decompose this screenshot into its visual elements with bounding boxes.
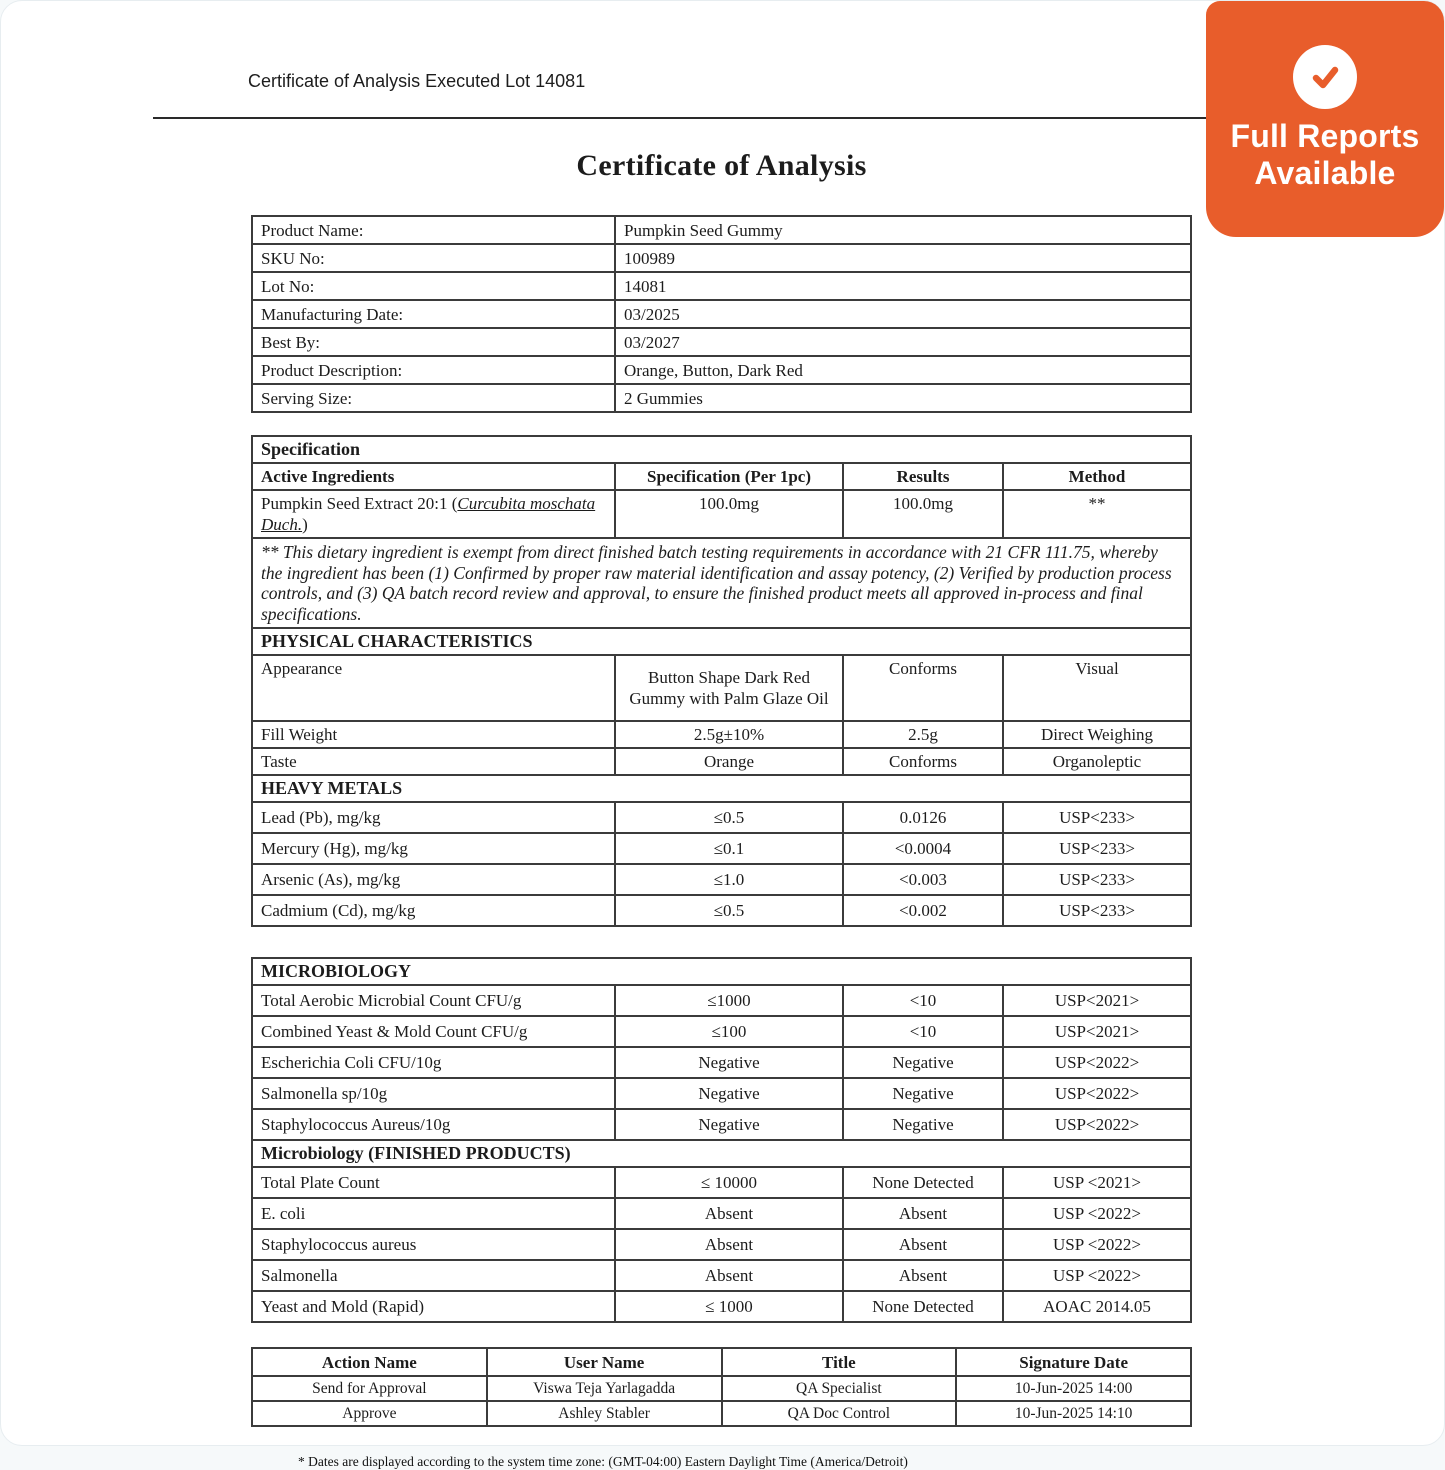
- test-spec: ≤0.5: [615, 895, 843, 926]
- column-header: Action Name: [252, 1348, 487, 1376]
- product-info-table: [251, 215, 1192, 413]
- test-spec: ≤ 1000: [615, 1291, 843, 1322]
- column-header: Method: [1003, 463, 1191, 490]
- section-header-row: [252, 436, 1191, 463]
- test-result: Negative: [843, 1078, 1003, 1109]
- test-spec: 2.5g±10%: [615, 721, 843, 748]
- table-row: [252, 895, 1191, 926]
- user-title: QA Specialist: [722, 1376, 957, 1401]
- test-name: Lead (Pb), mg/kg: [252, 802, 615, 833]
- test-name: Mercury (Hg), mg/kg: [252, 833, 615, 864]
- test-method: USP <2022>: [1003, 1229, 1191, 1260]
- footnote-row: [252, 538, 1191, 628]
- table-row: [252, 356, 1191, 384]
- test-result: 2.5g: [843, 721, 1003, 748]
- document-header-label: Certificate of Analysis Executed Lot 14081: [248, 71, 586, 91]
- field-value: Pumpkin Seed Gummy: [615, 216, 1191, 244]
- test-result: 0.0126: [843, 802, 1003, 833]
- test-method: Direct Weighing: [1003, 721, 1191, 748]
- test-spec: Negative: [615, 1047, 843, 1078]
- test-result: Negative: [843, 1047, 1003, 1078]
- table-row: [252, 1291, 1191, 1322]
- test-method: USP<2022>: [1003, 1047, 1191, 1078]
- test-name: Staphylococcus Aureus/10g: [252, 1109, 615, 1140]
- test-result: <10: [843, 985, 1003, 1016]
- signature-date: 10-Jun-2025 14:00: [956, 1376, 1191, 1401]
- table-row: [252, 1078, 1191, 1109]
- table-row: [252, 864, 1191, 895]
- table-row: [252, 1016, 1191, 1047]
- test-result: <0.003: [843, 864, 1003, 895]
- section-title: Microbiology (FINISHED PRODUCTS): [252, 1140, 1191, 1167]
- column-header: User Name: [487, 1348, 722, 1376]
- table-row: [252, 490, 1191, 538]
- approval-table: [251, 1347, 1192, 1427]
- table-row: [252, 1401, 1191, 1426]
- test-spec: ≤1.0: [615, 864, 843, 895]
- badge-label-line1: Full Reports: [1230, 118, 1420, 154]
- section-title: PHYSICAL CHARACTERISTICS: [252, 628, 1191, 655]
- test-method: USP<233>: [1003, 864, 1191, 895]
- test-result: Negative: [843, 1109, 1003, 1140]
- test-result: None Detected: [843, 1167, 1003, 1198]
- table-row: [252, 748, 1191, 775]
- test-method: Organoleptic: [1003, 748, 1191, 775]
- table-row: [252, 1167, 1191, 1198]
- test-spec: ≤0.5: [615, 802, 843, 833]
- test-result: <10: [843, 1016, 1003, 1047]
- column-header: Active Ingredients: [252, 463, 615, 490]
- test-name: Cadmium (Cd), mg/kg: [252, 895, 615, 926]
- test-method: Visual: [1003, 655, 1191, 721]
- test-method: USP<2022>: [1003, 1078, 1191, 1109]
- column-header: Title: [722, 1348, 957, 1376]
- page-title: Certificate of Analysis: [576, 149, 867, 182]
- test-method: USP<233>: [1003, 833, 1191, 864]
- test-method: USP<2022>: [1003, 1109, 1191, 1140]
- test-method: USP <2021>: [1003, 1167, 1191, 1198]
- test-method: USP <2022>: [1003, 1198, 1191, 1229]
- test-name: Total Aerobic Microbial Count CFU/g: [252, 985, 615, 1016]
- section-header-row: [252, 775, 1191, 802]
- field-value: 14081: [615, 272, 1191, 300]
- table-row: [252, 244, 1191, 272]
- test-spec: Negative: [615, 1109, 843, 1140]
- test-spec: ≤ 10000: [615, 1167, 843, 1198]
- badge-label: [1230, 118, 1419, 192]
- table-row: [252, 216, 1191, 244]
- test-result: Absent: [843, 1229, 1003, 1260]
- test-spec: ≤0.1: [615, 833, 843, 864]
- column-header-row: [252, 1348, 1191, 1376]
- section-title: MICROBIOLOGY: [252, 958, 1191, 985]
- table-row: [252, 1047, 1191, 1078]
- test-method: USP <2022>: [1003, 1260, 1191, 1291]
- table-row: [252, 1260, 1191, 1291]
- field-label: Serving Size:: [252, 384, 615, 412]
- document-body: [251, 147, 1192, 1470]
- table-row: [252, 802, 1191, 833]
- table-row: [252, 985, 1191, 1016]
- test-name: Taste: [252, 748, 615, 775]
- ingredient-latin-name: Curcubita moschata Duch.: [261, 494, 596, 534]
- table-row: [252, 300, 1191, 328]
- full-reports-badge: [1206, 1, 1444, 237]
- check-circle-icon: [1293, 45, 1357, 109]
- ingredient-method: **: [1003, 490, 1191, 538]
- field-value: Orange, Button, Dark Red: [615, 356, 1191, 384]
- field-label: Product Description:: [252, 356, 615, 384]
- table-row: [252, 655, 1191, 721]
- test-result: None Detected: [843, 1291, 1003, 1322]
- table-row: [252, 1376, 1191, 1401]
- action-name: Approve: [252, 1401, 487, 1426]
- test-spec: Absent: [615, 1198, 843, 1229]
- test-name: Appearance: [252, 655, 615, 721]
- test-spec: Negative: [615, 1078, 843, 1109]
- table-row: [252, 1229, 1191, 1260]
- table-row: [252, 721, 1191, 748]
- test-method: AOAC 2014.05: [1003, 1291, 1191, 1322]
- test-spec: ≤100: [615, 1016, 843, 1047]
- table-row: [252, 833, 1191, 864]
- user-name: Viswa Teja Yarlagadda: [487, 1376, 722, 1401]
- test-method: USP<2021>: [1003, 985, 1191, 1016]
- user-title: QA Doc Control: [722, 1401, 957, 1426]
- test-name: E. coli: [252, 1198, 615, 1229]
- field-label: Lot No:: [252, 272, 615, 300]
- section-title: Specification: [252, 436, 1191, 463]
- test-spec: Absent: [615, 1260, 843, 1291]
- field-label: Manufacturing Date:: [252, 300, 615, 328]
- ingredient-spec: 100.0mg: [615, 490, 843, 538]
- table-row: [252, 328, 1191, 356]
- test-name: Fill Weight: [252, 721, 615, 748]
- test-name: Yeast and Mold (Rapid): [252, 1291, 615, 1322]
- column-header-row: [252, 463, 1191, 490]
- test-name: Salmonella sp/10g: [252, 1078, 615, 1109]
- column-header: Signature Date: [956, 1348, 1191, 1376]
- badge-label-line2: Available: [1254, 155, 1396, 191]
- section-title: HEAVY METALS: [252, 775, 1191, 802]
- table-row: [252, 384, 1191, 412]
- table-row: [252, 272, 1191, 300]
- test-name: Total Plate Count: [252, 1167, 615, 1198]
- field-value: 100989: [615, 244, 1191, 272]
- ingredient-result: 100.0mg: [843, 490, 1003, 538]
- ingredient-name-prefix: Pumpkin Seed Extract 20:1 (: [261, 494, 458, 513]
- test-name: Escherichia Coli CFU/10g: [252, 1047, 615, 1078]
- table-row: [252, 1198, 1191, 1229]
- field-label: SKU No:: [252, 244, 615, 272]
- specification-table: [251, 435, 1192, 927]
- test-method: USP<233>: [1003, 895, 1191, 926]
- field-value: 03/2025: [615, 300, 1191, 328]
- check-icon: [1305, 57, 1345, 97]
- test-name: Arsenic (As), mg/kg: [252, 864, 615, 895]
- field-label: Product Name:: [252, 216, 615, 244]
- test-spec: Button Shape Dark Red Gummy with Palm Glaze Oil: [615, 655, 843, 721]
- section-header-row: [252, 958, 1191, 985]
- field-value: 2 Gummies: [615, 384, 1191, 412]
- test-result: Absent: [843, 1260, 1003, 1291]
- test-spec: Orange: [615, 748, 843, 775]
- test-result: Conforms: [843, 655, 1003, 721]
- test-method: USP<2021>: [1003, 1016, 1191, 1047]
- test-spec: ≤1000: [615, 985, 843, 1016]
- table-row: [252, 1109, 1191, 1140]
- timezone-footnote: * Dates are displayed according to the system time zone: (GMT-04:00) Eastern Daylight Time (America/Detroit): [298, 1454, 908, 1469]
- test-name: Staphylococcus aureus: [252, 1229, 615, 1260]
- user-name: Ashley Stabler: [487, 1401, 722, 1426]
- test-result: <0.0004: [843, 833, 1003, 864]
- signature-date: 10-Jun-2025 14:10: [956, 1401, 1191, 1426]
- test-result: Absent: [843, 1198, 1003, 1229]
- test-result: <0.002: [843, 895, 1003, 926]
- ingredient-name: [252, 490, 615, 538]
- action-name: Send for Approval: [252, 1376, 487, 1401]
- test-name: Combined Yeast & Mold Count CFU/g: [252, 1016, 615, 1047]
- test-method: USP<233>: [1003, 802, 1191, 833]
- specification-footnote: ** This dietary ingredient is exempt from direct finished batch testing requirements in accordance with 21 CFR 111.75, whereby the ingredient has been (1) Confirmed by proper raw material identification and assay potency, (2) Verified by production process controls, and (3) QA batch record review and approval, to ensure the finished product meets all approved in-process and final specifications.: [252, 538, 1191, 628]
- field-value: 03/2027: [615, 328, 1191, 356]
- field-label: Best By:: [252, 328, 615, 356]
- microbiology-table: [251, 957, 1192, 1323]
- section-header-row: [252, 1140, 1191, 1167]
- section-header-row: [252, 628, 1191, 655]
- header-divider: [153, 117, 1209, 119]
- test-spec: Absent: [615, 1229, 843, 1260]
- column-header: Specification (Per 1pc): [615, 463, 843, 490]
- test-result: Conforms: [843, 748, 1003, 775]
- ingredient-name-suffix: ): [302, 515, 308, 534]
- column-header: Results: [843, 463, 1003, 490]
- test-name: Salmonella: [252, 1260, 615, 1291]
